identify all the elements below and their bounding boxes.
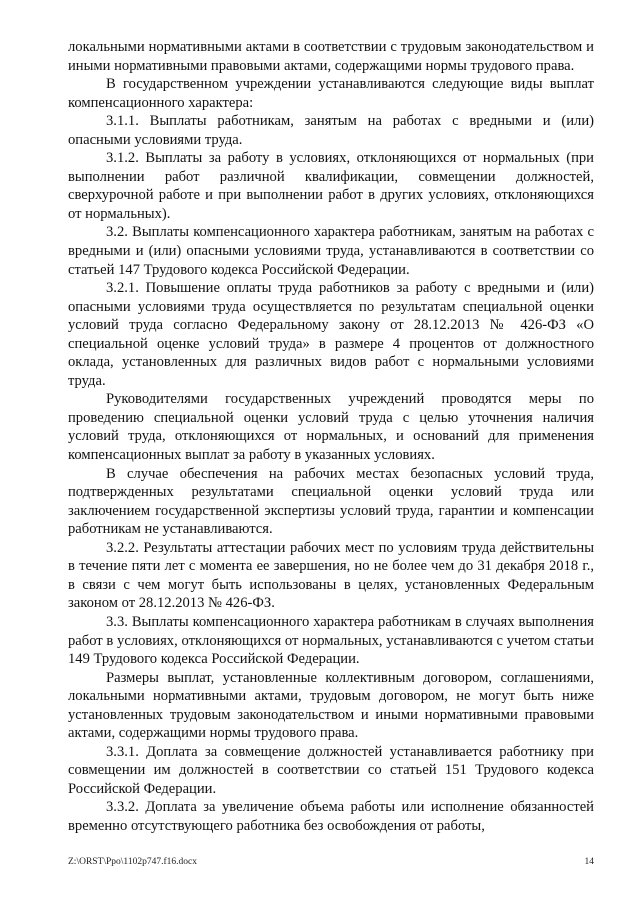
paragraph-3-3: 3.3. Выплаты компенсационного характера работникам в случаях выполнения работ в условиях, отклоняющихся от нормальных, устанавливаются с учетом статьи 149 Трудового кодекса Российской Федерации.	[68, 613, 594, 668]
paragraph-continuation: локальными нормативными актами в соответствии с трудовым законодательством и иными нормативными правовыми актами, содержащими нормы трудового права.	[68, 39, 594, 74]
page-footer	[68, 855, 594, 869]
paragraph-intro-payment-types: В государственном учреждении устанавливаются следующие виды выплат компенсационного характера:	[68, 76, 594, 111]
paragraph-3-3-1: 3.3.1. Доплата за совмещение должностей устанавливается работнику при совмещении им должностей в соответствии со статьей 151 Трудового кодекса Российской Федерации.	[68, 743, 594, 797]
paragraph-3-1-1: 3.1.1. Выплаты работникам, занятым на работах с вредными и (или) опасными условиями труда.	[68, 113, 594, 148]
paragraph-3-3-2: 3.3.2. Доплата за увеличение объема работы или исполнение обязанностей временно отсутствующего работника без освобождения от работы,	[68, 799, 594, 834]
paragraph-heads-measures: Руководителями государственных учреждений проводятся меры по проведению специальной оценки условий труда с целью уточнения наличия условий труда, отклоняющихся от нормальных, и оснований для применения компенсационных выплат за работу в указанных условиях.	[68, 391, 594, 464]
page-number: 14	[584, 857, 594, 867]
paragraph-safe-conditions: В случае обеспечения на рабочих местах безопасных условий труда, подтвержденных результатами специальной оценки условий труда или заключением государственной экспертизы условий труда, гарантии и компенсации работникам не устанавливаются.	[68, 465, 594, 538]
paragraph-3-1-2: 3.1.2. Выплаты за работу в условиях, отклоняющихся от нормальных (при выполнении работ различной квалификации, совмещении должностей, сверхурочной работе и при выполнении работ в других условиях, отклоняющихся от нормальных).	[68, 150, 594, 222]
paragraph-3-2-1: 3.2.1. Повышение оплаты труда работников за работу с вредными и (или) опасными условиями труда осуществляется по результатам специальной оценки условий труда согласно Федеральному закону от 28.12.2013 № 426-ФЗ «О специальной оценке условий труда» в размере 4 процентов от должностного оклада, установленных для различных видов работ с нормальными условиями труда.	[68, 280, 594, 389]
document-page	[68, 38, 594, 836]
footer-file-path: Z:\ORST\Ppo\1102p747.f16.docx	[68, 857, 197, 867]
paragraph-3-2: 3.2. Выплаты компенсационного характера работникам, занятым на работах с вредными и (или) опасными условиями труда, устанавливаются в соответствии со статьей 147 Трудового кодекса Российской Федерации.	[68, 224, 594, 278]
paragraph-payment-sizes: Размеры выплат, установленные коллективным договором, соглашениями, локальными нормативными актами, трудовым договором, не могут быть ниже установленных трудовым законодательством и иными нормативными правовыми актами, содержащими нормы трудового права.	[68, 669, 594, 742]
paragraph-3-2-2: 3.2.2. Результаты аттестации рабочих мест по условиям труда действительны в течение пяти лет с момента ее завершения, но не более чем до 31 декабря 2018 г., в связи с чем могут быть использованы в целях, установленных Федеральным законом от 28.12.2013 № 426-ФЗ.	[68, 539, 594, 612]
